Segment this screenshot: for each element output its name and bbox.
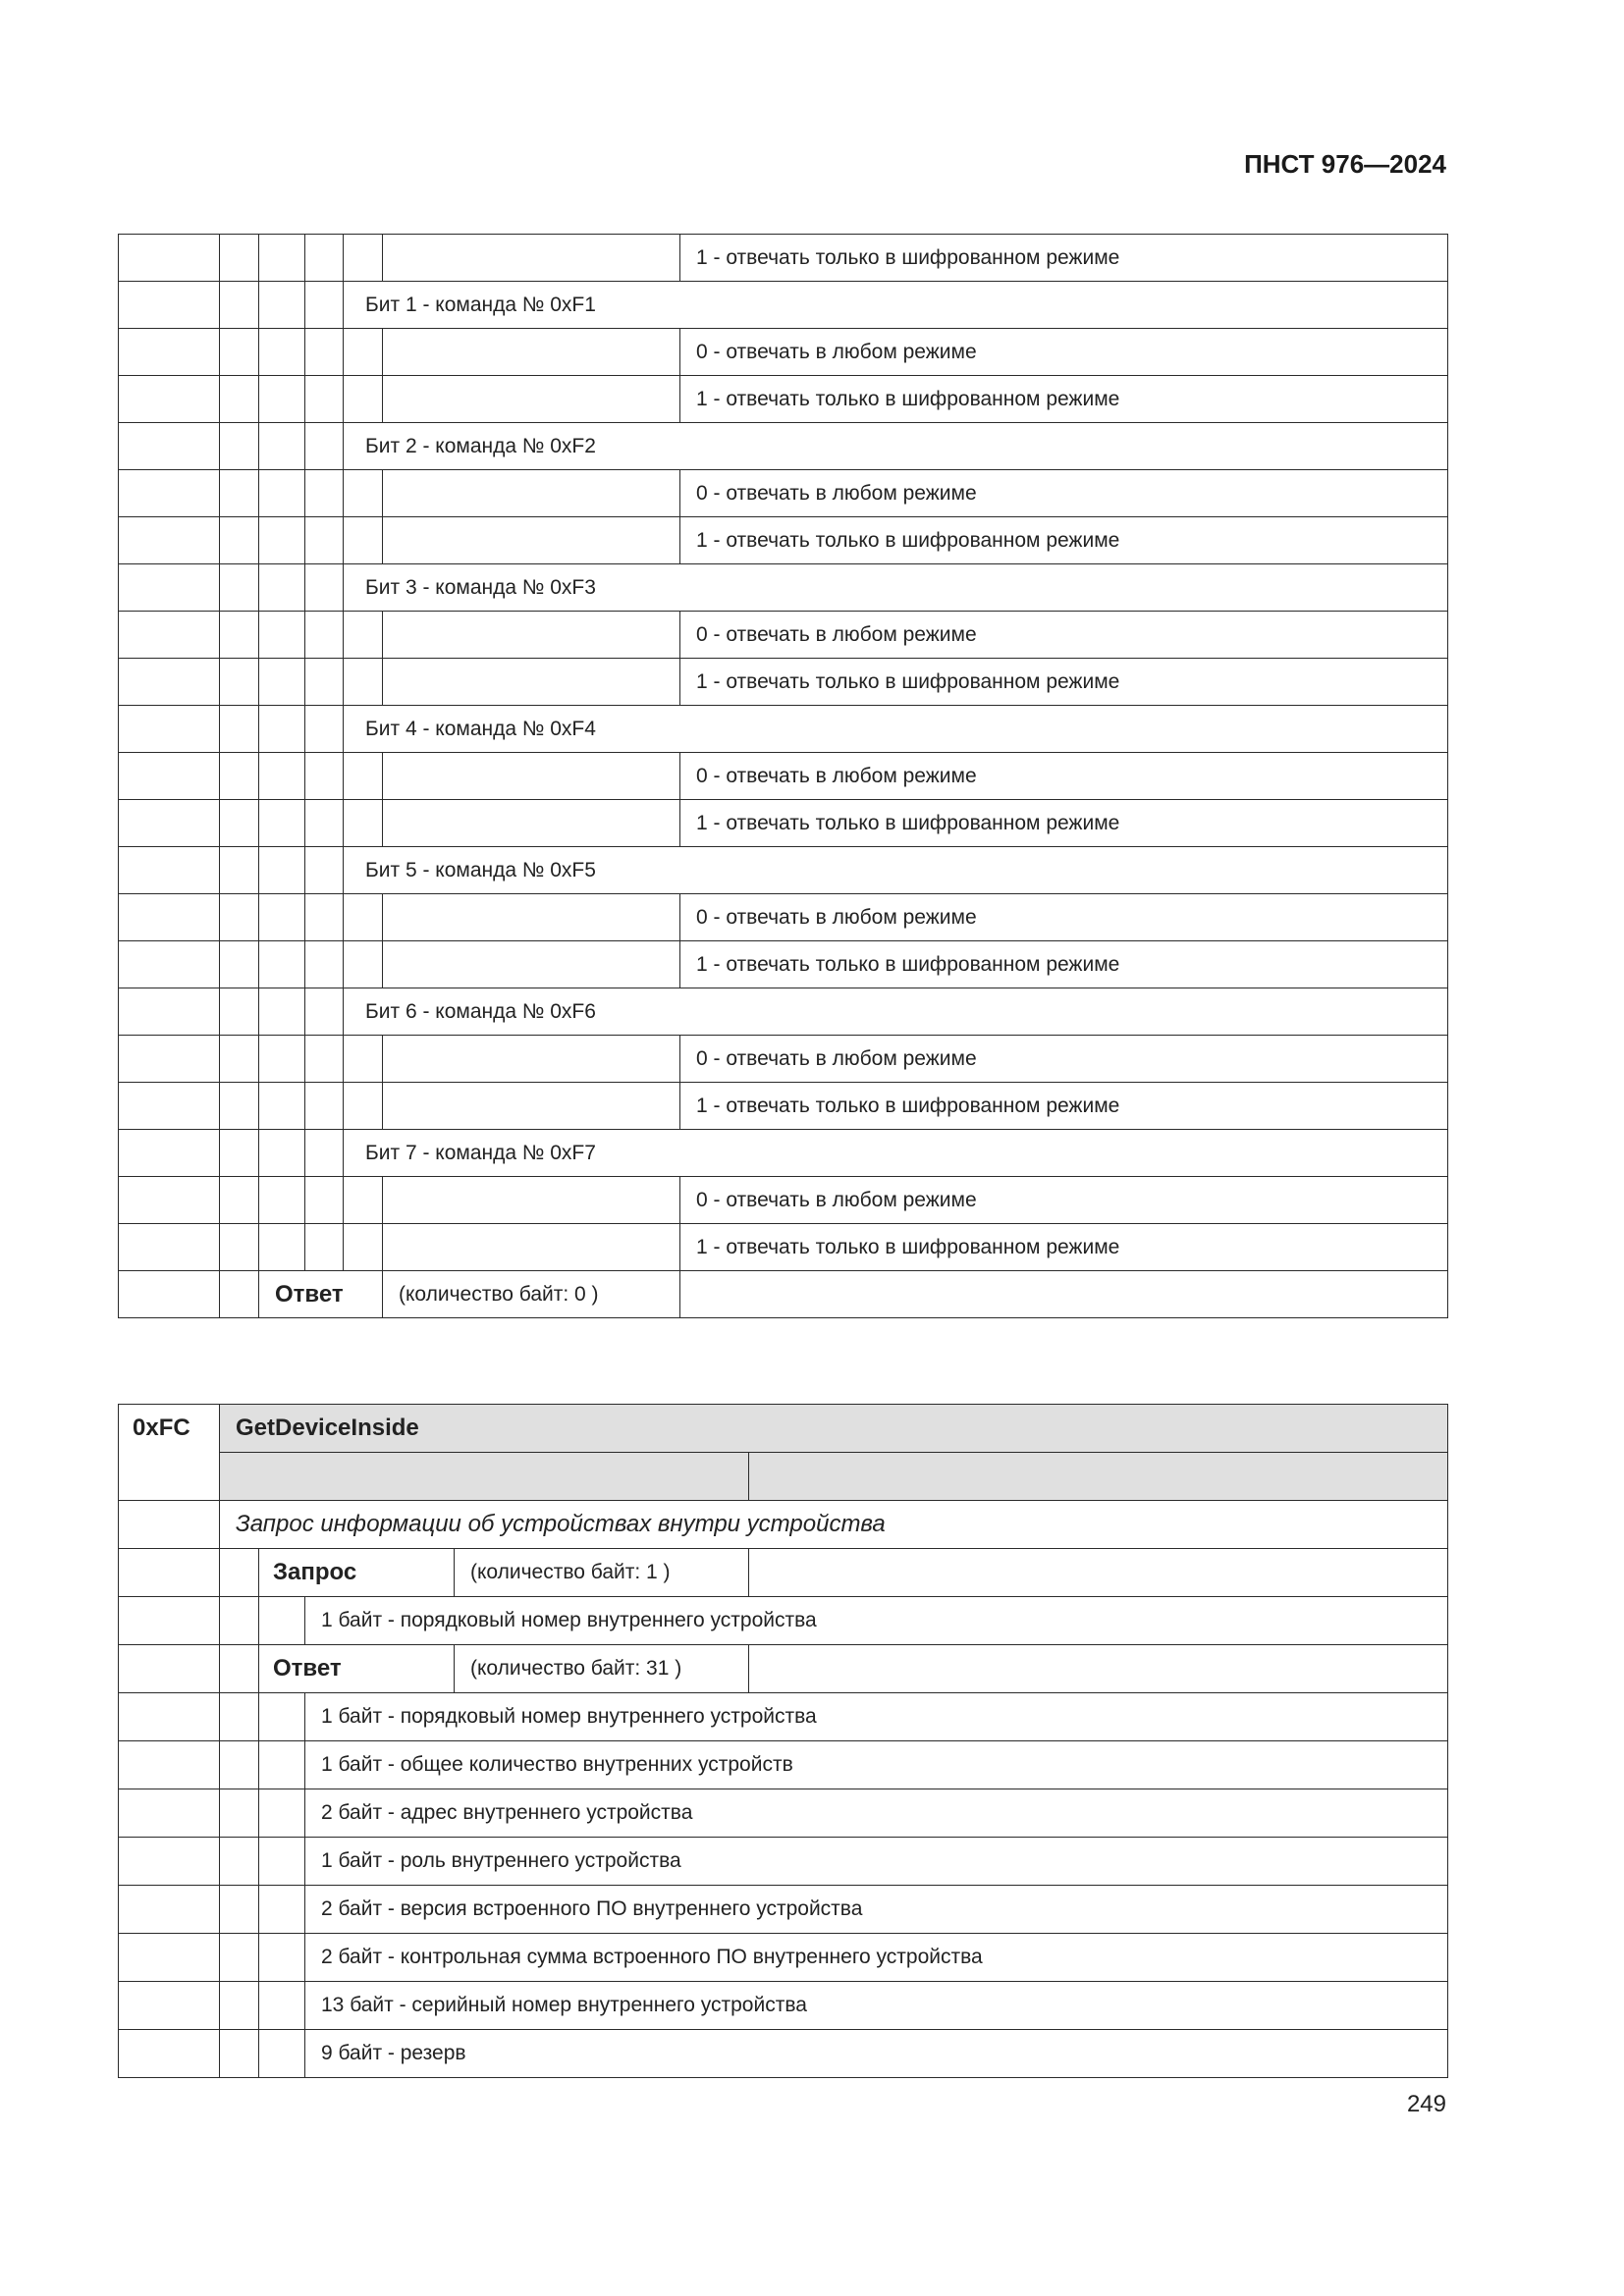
table-row: [119, 1645, 1448, 1693]
table-row: [119, 1130, 1448, 1177]
response-field: 9 байт - резерв: [305, 2030, 1448, 2078]
page-number: 249: [1406, 2091, 1446, 2117]
response-field: 2 байт - адрес внутреннего устройства: [305, 1789, 1448, 1838]
bit-value-1: 1 - отвечать только в шифрованном режиме: [680, 235, 1448, 282]
bit-label: Бит 7 - команда № 0xF7: [344, 1130, 1448, 1177]
response-label: Ответ: [259, 1271, 383, 1318]
table-row: [119, 1838, 1448, 1886]
bit-label: Бит 6 - команда № 0xF6: [344, 988, 1448, 1036]
request-byte-count: (количество байт: 1 ): [455, 1549, 749, 1597]
bit-value: 1 - отвечать только в шифрованном режиме: [680, 376, 1448, 423]
table-row: [119, 282, 1448, 329]
response-field: 1 байт - роль внутреннего устройства: [305, 1838, 1448, 1886]
table-row: [119, 753, 1448, 800]
table-row: [119, 376, 1448, 423]
bit-value: 1 - отвечать только в шифрованном режиме: [680, 1083, 1448, 1130]
response-field: 2 байт - версия встроенного ПО внутреннего устройства: [305, 1886, 1448, 1934]
command-name: GetDeviceInside: [220, 1405, 1448, 1453]
table-row: [119, 894, 1448, 941]
bit-label: Бит 2 - команда № 0xF2: [344, 423, 1448, 470]
table-row: [119, 329, 1448, 376]
response-field: 1 байт - общее количество внутренних устройств: [305, 1741, 1448, 1789]
table-row: [119, 470, 1448, 517]
table-row: [119, 988, 1448, 1036]
bit-value: 0 - отвечать в любом режиме: [680, 470, 1448, 517]
response-field: 1 байт - порядковый номер внутреннего устройства: [305, 1693, 1448, 1741]
response-byte-count: (количество байт: 0 ): [383, 1271, 680, 1318]
table-row: [119, 1934, 1448, 1982]
table-row: [119, 1693, 1448, 1741]
table-row: [119, 1982, 1448, 2030]
command-description: Запрос информации об устройствах внутри устройства: [220, 1501, 1448, 1549]
table-row: [119, 423, 1448, 470]
table-row: [119, 1886, 1448, 1934]
command-bits-table: [118, 234, 1448, 1318]
table-row: [119, 1741, 1448, 1789]
table-row: [119, 706, 1448, 753]
table-row: [119, 1177, 1448, 1224]
table-row: [119, 1501, 1448, 1549]
bit-value: 0 - отвечать в любом режиме: [680, 612, 1448, 659]
get-device-inside-table: [118, 1404, 1448, 2078]
table-row: [119, 1083, 1448, 1130]
document-code: ПНСТ 976—2024: [1244, 149, 1446, 179]
command-code: 0xFC: [119, 1405, 220, 1501]
table-row: [119, 659, 1448, 706]
table-row: [119, 1224, 1448, 1271]
table-row: [119, 1789, 1448, 1838]
table-row: [119, 2030, 1448, 2078]
table-row: [119, 564, 1448, 612]
bit-value: 1 - отвечать только в шифрованном режиме: [680, 659, 1448, 706]
table-row: [119, 1453, 1448, 1501]
table-row: [119, 517, 1448, 564]
bit-label: Бит 3 - команда № 0xF3: [344, 564, 1448, 612]
table-row: [119, 612, 1448, 659]
table-row: [119, 1597, 1448, 1645]
bit-value: 1 - отвечать только в шифрованном режиме: [680, 941, 1448, 988]
bit-label: Бит 5 - команда № 0xF5: [344, 847, 1448, 894]
request-field: 1 байт - порядковый номер внутреннего устройства: [305, 1597, 1448, 1645]
bit-value: 0 - отвечать в любом режиме: [680, 753, 1448, 800]
table-row: [119, 235, 1448, 282]
bit-value: 1 - отвечать только в шифрованном режиме: [680, 1224, 1448, 1271]
bit-value: 0 - отвечать в любом режиме: [680, 329, 1448, 376]
bit-value: 0 - отвечать в любом режиме: [680, 894, 1448, 941]
response-label: Ответ: [259, 1645, 455, 1693]
table-row: [119, 847, 1448, 894]
response-field: 2 байт - контрольная сумма встроенного ПО внутреннего устройства: [305, 1934, 1448, 1982]
bit-value: 1 - отвечать только в шифрованном режиме: [680, 517, 1448, 564]
bit-value: 0 - отвечать в любом режиме: [680, 1177, 1448, 1224]
bit-value: 1 - отвечать только в шифрованном режиме: [680, 800, 1448, 847]
bit-label: Бит 1 - команда № 0xF1: [344, 282, 1448, 329]
table-row: [119, 1405, 1448, 1453]
table-row: [119, 1549, 1448, 1597]
table-row: [119, 800, 1448, 847]
bit-value: 0 - отвечать в любом режиме: [680, 1036, 1448, 1083]
table-row: [119, 941, 1448, 988]
table-row: [119, 1036, 1448, 1083]
response-byte-count: (количество байт: 31 ): [455, 1645, 749, 1693]
table-row: [119, 1271, 1448, 1318]
bit-label: Бит 4 - команда № 0xF4: [344, 706, 1448, 753]
response-field: 13 байт - серийный номер внутреннего устройства: [305, 1982, 1448, 2030]
request-label: Запрос: [259, 1549, 455, 1597]
